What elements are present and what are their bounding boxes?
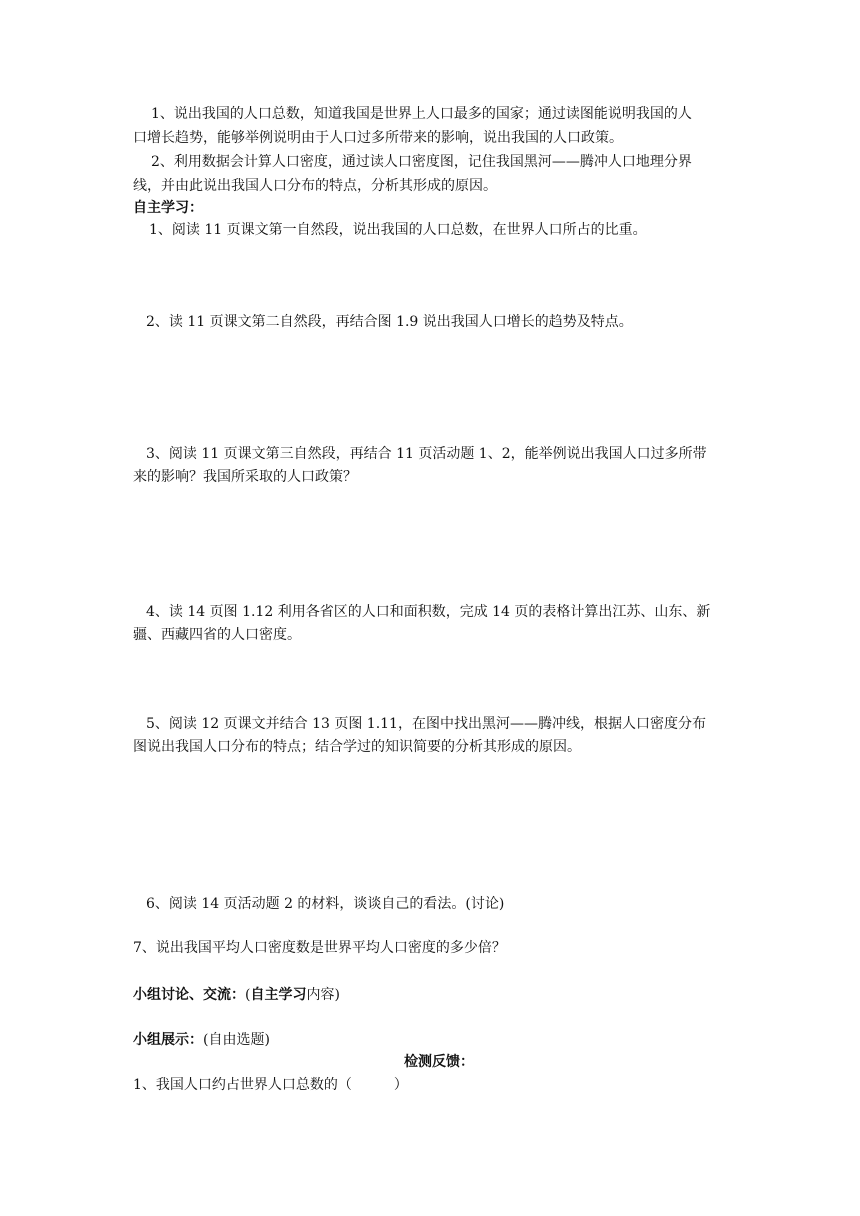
objective-2-line-2: 线，并由此说出我国人口分布的特点，分析其形成的原因。 — [133, 178, 497, 194]
group-discussion — [133, 985, 340, 1005]
question-7: 7、说出我国平均人口密度数是世界平均人口密度的多少倍？ — [133, 940, 506, 956]
self-study-heading: 自主学习： — [133, 200, 203, 216]
question-3-line-1: 3、阅读 11 页课文第三自然段，再结合 11 页活动题 1、2，能举例说出我国人口过多所带 — [146, 446, 707, 462]
objective-2-line-1: 2、利用数据会计算人口密度，通过读人口密度图，记住我国黑河——腾冲人口地理分界 — [151, 154, 692, 170]
group-show-rest: (自由选题) — [203, 1032, 270, 1048]
question-3-line-2: 来的影响？我国所采取的人口政策？ — [133, 469, 357, 485]
group-discussion-bold: 自主学习 — [250, 987, 307, 1003]
question-5-line-1: 5、阅读 12 页课文并结合 13 页图 1.11，在图中找出黑河——腾冲线，根据人口密度分布 — [146, 716, 706, 732]
group-show — [133, 1030, 270, 1050]
feedback-question-1: 1、我国人口约占世界人口总数的（ ） — [133, 1077, 408, 1093]
group-show-label: 小组展示： — [133, 1032, 203, 1048]
question-4-line-2: 疆、西藏四省的人口密度。 — [133, 627, 301, 643]
question-2: 2、读 11 页课文第二自然段，再结合图 1.9 说出我国人口增长的趋势及特点。 — [146, 314, 633, 330]
group-discussion-rest: 内容) — [306, 987, 340, 1003]
group-discussion-label: 小组讨论、交流： — [133, 987, 245, 1003]
objective-1-line-2: 口增长趋势，能够举例说明由于人口过多所带来的影响，说出我国的人口政策。 — [133, 130, 623, 146]
question-1: 1、阅读 11 页课文第一自然段，说出我国的人口总数，在世界人口所占的比重。 — [149, 222, 647, 238]
objective-1-line-1: 1、说出我国的人口总数，知道我国是世界上人口最多的国家；通过读图能说明我国的人 — [151, 106, 692, 122]
question-5-line-2: 图说出我国人口分布的特点；结合学过的知识简要的分析其形成的原因。 — [133, 739, 581, 755]
group-discussion-open: ( — [245, 987, 251, 1003]
question-4-line-1: 4、读 14 页图 1.12 利用各省区的人口和面积数，完成 14 页的表格计算出江苏、山东、新 — [146, 604, 711, 620]
feedback-heading: 检测反馈： — [404, 1054, 474, 1070]
question-6: 6、阅读 14 页活动题 2 的材料，谈谈自己的看法。(讨论) — [146, 896, 505, 912]
